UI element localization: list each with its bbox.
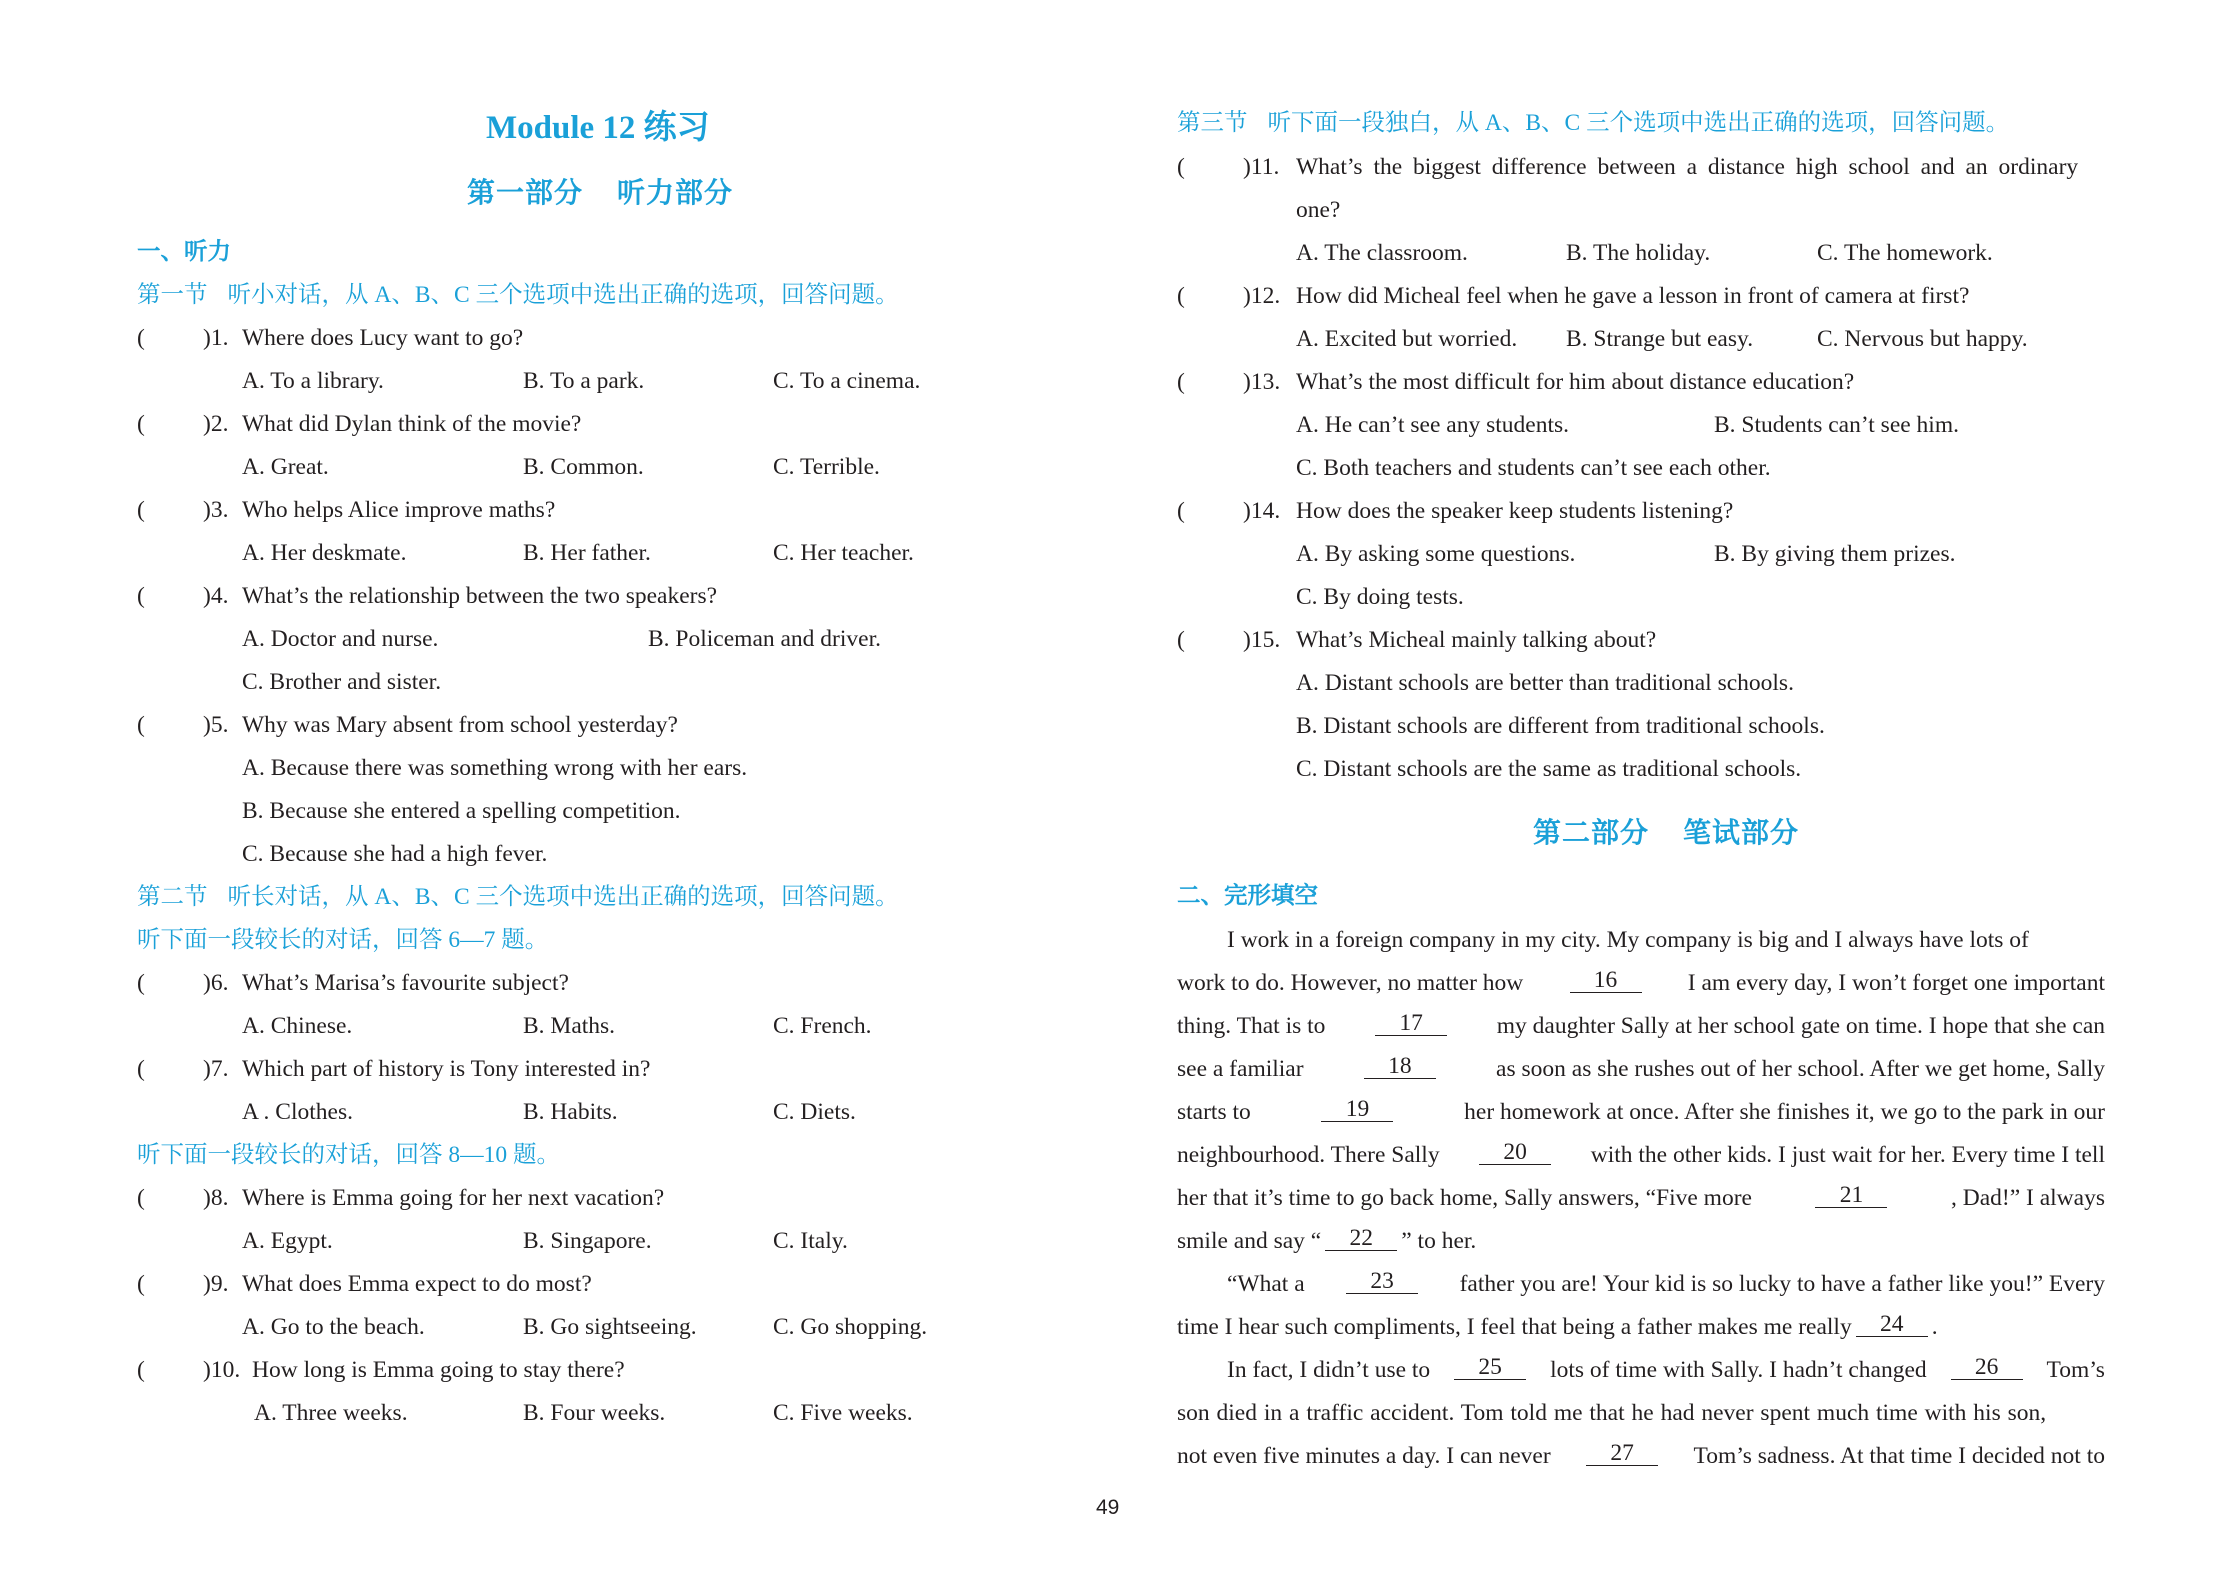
option-b: B. Singapore. [523, 1228, 652, 1254]
option-b: B. Because she entered a spelling competition. [242, 798, 681, 824]
question-number: )1. [203, 325, 229, 351]
cloze-text: my daughter Sally at her school gate on time. I hope that she can [1496, 1013, 2105, 1039]
option-a: A. Go to the beach. [242, 1314, 425, 1340]
option-c: C. Her teacher. [773, 540, 914, 566]
question-stem: Who helps Alice improve maths? [242, 497, 556, 523]
option-b: B. Strange but easy. [1566, 326, 1754, 352]
cloze-line [1177, 1312, 2105, 1355]
option-c: C. Go shopping. [773, 1314, 928, 1340]
cloze-line [1177, 925, 2105, 968]
option-a: A. Egypt. [242, 1228, 333, 1254]
question-stem: How did Micheal feel when he gave a lesson in front of camera at first? [1296, 283, 1970, 309]
question-number: )5. [203, 712, 229, 738]
cloze-text: Tom’s [2046, 1357, 2105, 1383]
cloze-line [1177, 1226, 2105, 1269]
question-number: )12. [1243, 283, 1281, 309]
cloze-line [1177, 1097, 2105, 1140]
answer-paren: ( [137, 1185, 145, 1211]
question-stem: What does Emma expect to do most? [242, 1271, 592, 1297]
cloze-text: smile and say “ [1177, 1228, 1322, 1254]
cloze-line [1177, 1269, 2105, 1312]
answer-paren: ( [137, 1357, 145, 1383]
section1-heading: 一、听力 [137, 239, 231, 265]
part1-title-a: 第一部分 [467, 178, 584, 209]
answer-paren: ( [1177, 369, 1185, 395]
cloze-text: starts to [1177, 1099, 1251, 1125]
option-a: A. Great. [242, 454, 329, 480]
option-b: B. To a park. [523, 368, 645, 394]
answer-paren: ( [137, 970, 145, 996]
section2-heading: 二、完形填空 [1177, 883, 1318, 909]
cloze-line [1177, 1441, 2105, 1484]
blank-17[interactable]: 17 [1375, 1011, 1447, 1036]
option-c: C. Nervous but happy. [1817, 326, 2028, 352]
cloze-text: her that it’s time to go back home, Sally answers, “Five more [1177, 1185, 1752, 1211]
option-b: B. Four weeks. [523, 1400, 666, 1426]
question-number: )10. [203, 1357, 241, 1383]
answer-paren: ( [137, 325, 145, 351]
cloze-text: see a familiar [1177, 1056, 1304, 1082]
cloze-line [1177, 1054, 2105, 1097]
option-c: C. Italy. [773, 1228, 848, 1254]
sub2-label: 第二节 [137, 884, 208, 910]
question-stem: Which part of history is Tony interested in? [242, 1056, 651, 1082]
cloze-line [1177, 1355, 2105, 1398]
option-c: C. The homework. [1817, 240, 1993, 266]
sub3-text: 听下面一段独白，从 A、B、C 三个选项中选出正确的选项，回答问题。 [1267, 110, 2010, 136]
question-stem: How does the speaker keep students listening? [1296, 498, 1734, 524]
answer-paren: ( [1177, 283, 1185, 309]
cloze-text: lots of time with Sally. I hadn’t changed [1550, 1357, 1927, 1383]
blank-18[interactable]: 18 [1364, 1054, 1436, 1079]
question-stem: Where does Lucy want to go? [242, 325, 524, 351]
option-a: A. Because there was something wrong with her ears. [242, 755, 748, 781]
answer-paren: ( [1177, 627, 1185, 653]
option-b: B. Habits. [523, 1099, 618, 1125]
blank-16[interactable]: 16 [1570, 968, 1642, 993]
question-number: )9. [203, 1271, 229, 1297]
blank-24[interactable]: 24 [1856, 1312, 1928, 1337]
option-b: B. Maths. [523, 1013, 616, 1039]
question-number: )13. [1243, 369, 1281, 395]
question-stem: Where is Emma going for her next vacation? [242, 1185, 665, 1211]
cloze-text: not even five minutes a day. I can never [1177, 1443, 1551, 1469]
question-number: )11. [1243, 154, 1280, 180]
option-b: B. By giving them prizes. [1714, 541, 1956, 567]
sub2-text: 听长对话，从 A、B、C 三个选项中选出正确的选项，回答问题。 [227, 884, 899, 910]
blank-27[interactable]: 27 [1586, 1441, 1658, 1466]
option-b: B. Policeman and driver. [648, 626, 881, 652]
option-a: A . Clothes. [242, 1099, 353, 1125]
part1-title-b: 听力部分 [617, 178, 734, 209]
question-number: )14. [1243, 498, 1281, 524]
answer-paren: ( [1177, 498, 1185, 524]
question-stem: What’s Marisa’s favourite subject? [242, 970, 569, 996]
cloze-text: ” to her. [1401, 1228, 1477, 1254]
cloze-text: I work in a foreign company in my city. My company is big and I always have lots of [1227, 927, 2029, 953]
option-c: C. To a cinema. [773, 368, 921, 394]
cloze-text: son died in a traffic accident. Tom told me that he had never spent much time with his son, [1177, 1400, 2047, 1426]
question-stem: What’s Micheal mainly talking about? [1296, 627, 1657, 653]
cloze-text: as soon as she rushes out of her school. After we get home, Sally [1496, 1056, 2105, 1082]
option-a: A. Distant schools are better than traditional schools. [1296, 670, 1794, 696]
blank-19[interactable]: 19 [1321, 1097, 1393, 1122]
cloze-text: “What a [1227, 1271, 1305, 1297]
option-a: A. Her deskmate. [242, 540, 407, 566]
question-stem: What did Dylan think of the movie? [242, 411, 582, 437]
option-a: A. Excited but worried. [1296, 326, 1518, 352]
cloze-text: thing. That is to [1177, 1013, 1326, 1039]
cloze-text: Tom’s sadness. At that time I decided not to [1693, 1443, 2105, 1469]
option-b: B. Go sightseeing. [523, 1314, 697, 1340]
part2-title [1533, 816, 1799, 852]
question-stem [1296, 152, 2105, 182]
cloze-line [1177, 1183, 2105, 1226]
option-c: C. By doing tests. [1296, 584, 1464, 610]
option-c: C. Brother and sister. [242, 669, 442, 695]
page-number: 49 [1096, 1496, 1120, 1519]
answer-paren: ( [137, 497, 145, 523]
cloze-text: neighbourhood. There Sally [1177, 1142, 1440, 1168]
cloze-text: her homework at once. After she finishes it, we go to the park in our [1464, 1099, 2105, 1125]
question-stem: How long is Emma going to stay there? [252, 1357, 625, 1383]
option-b: B. The holiday. [1566, 240, 1711, 266]
answer-paren: ( [1177, 154, 1185, 180]
part1-title [467, 176, 733, 212]
option-b: B. Common. [523, 454, 644, 480]
option-c: C. French. [773, 1013, 872, 1039]
option-c: C. Because she had a high fever. [242, 841, 548, 867]
answer-paren: ( [137, 1271, 145, 1297]
option-c: C. Diets. [773, 1099, 856, 1125]
blank-21[interactable]: 21 [1815, 1183, 1887, 1208]
cloze-text: with the other kids. I just wait for her. Every time I tell [1590, 1142, 2105, 1168]
cloze-text: I am every day, I won’t forget one important [1687, 970, 2105, 996]
cloze-line [1177, 1398, 2105, 1441]
question-number: )7. [203, 1056, 229, 1082]
cloze-text: In fact, I didn’t use to [1227, 1357, 1431, 1383]
option-a: A. By asking some questions. [1296, 541, 1576, 567]
blank-26[interactable]: 26 [1951, 1355, 2023, 1380]
page-title: Module 12 练习 [486, 110, 710, 146]
sub3-instruction [1177, 108, 2009, 138]
option-b: B. Her father. [523, 540, 651, 566]
sub1-text: 听小对话，从 A、B、C 三个选项中选出正确的选项，回答问题。 [227, 282, 899, 308]
cloze-text: work to do. However, no matter how [1177, 970, 1524, 996]
sub1-label: 第一节 [137, 282, 208, 308]
part2-title-b: 笔试部分 [1683, 818, 1800, 849]
question-stem: What’s the most difficult for him about distance education? [1296, 369, 1855, 395]
blank-22[interactable]: 22 [1325, 1226, 1397, 1251]
sub3-label: 第三节 [1177, 110, 1248, 136]
option-c: C. Distant schools are the same as traditional schools. [1296, 756, 1802, 782]
question-stem-cont: one? [1296, 197, 1341, 223]
blank-20[interactable]: 20 [1479, 1140, 1551, 1165]
option-a: A. He can’t see any students. [1296, 412, 1570, 438]
option-b: B. Distant schools are different from traditional schools. [1296, 713, 1825, 739]
cloze-text: . [1931, 1314, 1938, 1340]
sub2-instruction [137, 882, 899, 912]
question-number: )4. [203, 583, 229, 609]
cloze-text: father you are! Your kid is so lucky to have a father like you!” Every [1459, 1271, 2105, 1297]
question-stem: Why was Mary absent from school yesterday? [242, 712, 678, 738]
cloze-line [1177, 968, 2105, 1011]
question-stem: What’s the relationship between the two speakers? [242, 583, 718, 609]
answer-paren: ( [137, 1056, 145, 1082]
option-b: B. Students can’t see him. [1714, 412, 1959, 438]
sub1-instruction [137, 280, 899, 310]
blank-23[interactable]: 23 [1346, 1269, 1418, 1294]
cloze-text: , Dad!” I always [1950, 1185, 2105, 1211]
question-number: )15. [1243, 627, 1281, 653]
cloze-text: time I hear such compliments, I feel that being a father makes me really [1177, 1314, 1852, 1340]
cloze-line [1177, 1140, 2105, 1183]
option-a: A. Doctor and nurse. [242, 626, 439, 652]
option-a: A. To a library. [242, 368, 384, 394]
sub2-note-1: 听下面一段较长的对话，回答 6—7 题。 [137, 927, 549, 953]
cloze-passage [1177, 925, 2105, 1484]
answer-paren: ( [137, 712, 145, 738]
blank-25[interactable]: 25 [1454, 1355, 1526, 1380]
option-a: A. The classroom. [1296, 240, 1468, 266]
option-a: A. Three weeks. [254, 1400, 408, 1426]
cloze-line [1177, 1011, 2105, 1054]
part2-title-a: 第二部分 [1533, 818, 1650, 849]
option-c: C. Both teachers and students can’t see each other. [1296, 455, 1771, 481]
sub2-note-2: 听下面一段较长的对话，回答 8—10 题。 [137, 1142, 560, 1168]
answer-paren: ( [137, 411, 145, 437]
option-c: C. Terrible. [773, 454, 880, 480]
answer-paren: ( [137, 583, 145, 609]
option-c: C. Five weeks. [773, 1400, 913, 1426]
question-stem-text: What’s the biggest difference between a distance high school and an ordinary [1296, 154, 2079, 180]
question-number: )6. [203, 970, 229, 996]
question-number: )3. [203, 497, 229, 523]
question-number: )2. [203, 411, 229, 437]
option-a: A. Chinese. [242, 1013, 353, 1039]
question-number: )8. [203, 1185, 229, 1211]
